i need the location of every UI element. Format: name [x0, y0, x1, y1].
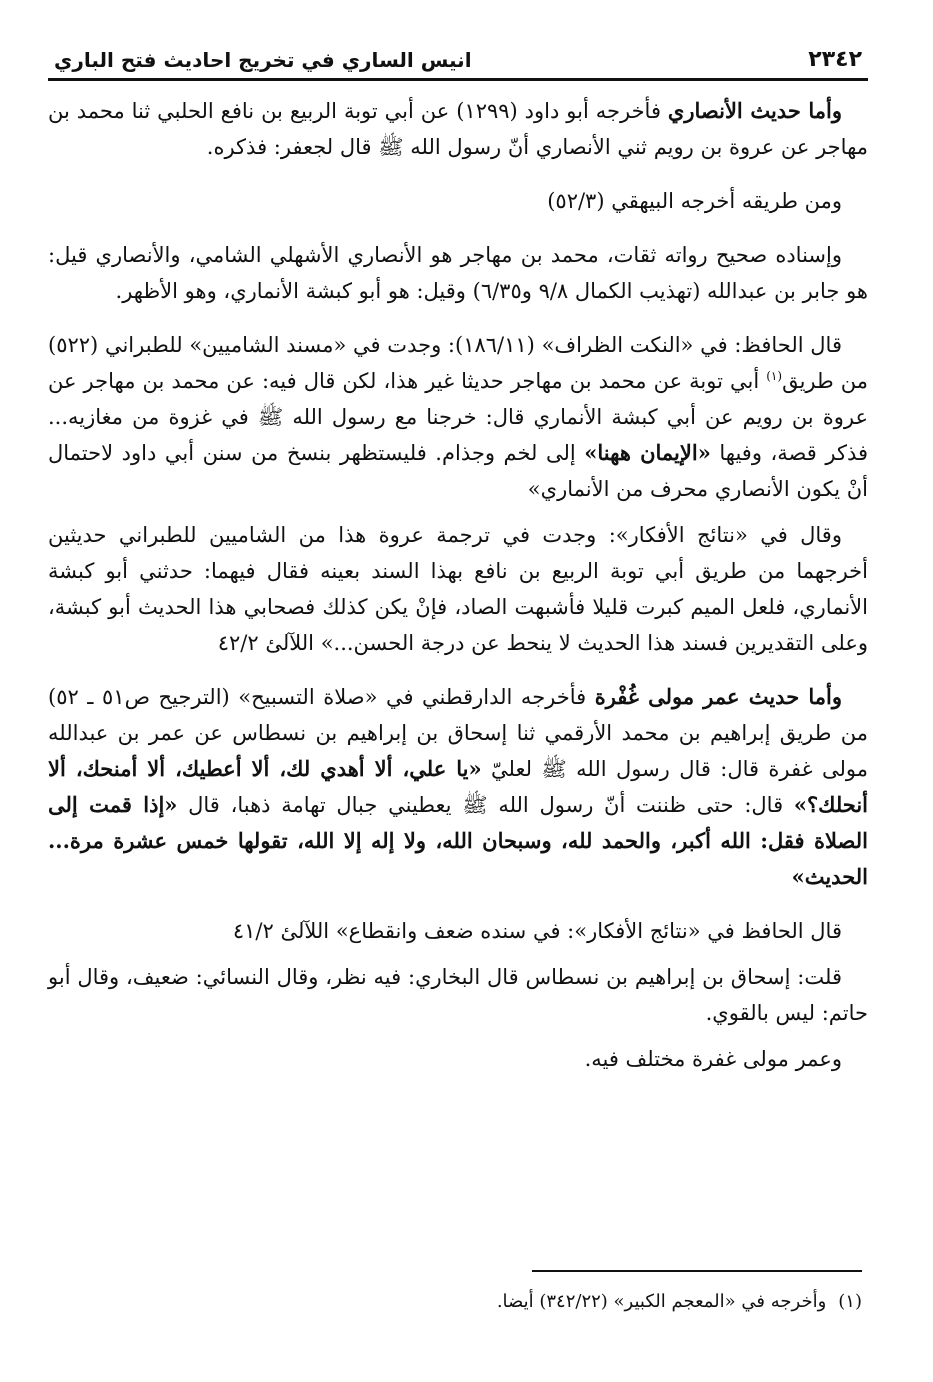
- footnote-divider: [532, 1270, 862, 1272]
- paragraph-ansari-hadith: [48, 93, 868, 165]
- running-title: انيس الساري في تخريج احاديث فتح الباري: [54, 48, 472, 72]
- paragraph-umar-mawla: وعمر مولى غفرة مختلف فيه.: [584, 1047, 842, 1071]
- bold-quote: «الإيمان ههنا»: [584, 440, 711, 465]
- section-lead-umar: وأما حديث عمر مولى غُفْرة: [594, 684, 842, 709]
- bold-quote: «يا علي، ألا أهدي لك، ألا أعطيك، ألا أمنحك، ألا أنحلك؟»: [48, 756, 868, 817]
- paragraph-text: قال: حتى ظننت أنّ رسول الله ﷺ يعطيني جبال تهامة ذهبا، قال: [177, 793, 794, 817]
- page-number: ٢٣٤٢: [808, 47, 862, 72]
- footnote-text: وأخرجه في «المعجم الكبير» (٣٤٢/٢٢) أيضا.: [496, 1291, 827, 1312]
- paragraph-nataij: وقال في «نتائج الأفكار»: وجدت في ترجمة عروة هذا من الشاميين للطبراني حديثين أخرجهما من طريق أبي توبة الربيع بن نافع بهذا السند بعينه فقال فيهما: حدثني أبو كبشة الأنماري، فلعل الميم كبرت قليلا فأشبهت الصاد، فإنْ يكن كذلك فصحابي هذا الحديث أبو كبشة، وعلى التقديرين فسند هذا الحديث لا ينحط عن درجة الحسن...» اللآلئ ٤٢/٢: [48, 523, 868, 655]
- footnote-number: (١): [838, 1291, 862, 1312]
- paragraph-text: فأخرجه الدارقطني في «صلاة التسبيح» (الترجيح ص٥١ ـ ٥٢) من طريق إبراهيم بن محمد الأرقمي ثنا إسحاق بن إبراهيم بن نسطاس عن عمر بن عبدالله مولى غفرة قال: قال رسول الله ﷺ لعليّ: [48, 685, 868, 781]
- paragraph-text: فأخرجه أبو داود (١٢٩٩) عن أبي توبة الربيع بن نافع الحلبي ثنا محمد بن مهاجر عن عروة بن رويم ثني الأنصاري أنّ رسول الله ﷺ قال لجعفر: فذكره.: [48, 99, 868, 159]
- paragraph-hafiz-nukat: [48, 327, 868, 507]
- paragraph-text: قال الحافظ: في «النكت الظراف» (١٨٦/١١): وجدت في «مسند الشاميين» للطبراني (٥٢٢) من طريق: [48, 333, 868, 393]
- footnote: [497, 1288, 862, 1316]
- paragraph-isnad: وإسناده صحيح رواته ثقات، محمد بن مهاجر هو الأنصاري الأشهلي الشامي، والأنصاري قيل: هو جابر بن عبدالله (تهذيب الكمال ٩/٨ و٦/٣٥) وقيل: هو أبو كبشة الأنماري، وهو الأظهر.: [48, 243, 868, 303]
- paragraph-hafiz-nataij: قال الحافظ في «نتائج الأفكار»: في سنده ضعف وانقطاع» اللآلئ ٤١/٢: [232, 919, 842, 943]
- paragraph-qultu: قلت: إسحاق بن إبراهيم بن نسطاس قال البخاري: فيه نظر، وقال النسائي: ضعيف، وقال أبو حاتم: ليس بالقوي.: [48, 965, 868, 1025]
- paragraph-umar-hadith: [48, 679, 868, 895]
- paragraph-text: أبي توبة عن محمد بن مهاجر حديثا غير هذا، لكن قال فيه: عن محمد بن مهاجر عن عروة بن رويم عن أبي كبشة الأنماري قال: خرجنا مع رسول الله ﷺ في غزوة من مغازيه... فذكر قصة، وفيها: [48, 369, 868, 465]
- book-page: [48, 40, 868, 1360]
- paragraph-bayhaqi: ومن طريقه أخرجه البيهقي (٥٢/٣): [547, 189, 842, 213]
- main-text: [48, 93, 868, 1077]
- footnote-marker[interactable]: (١): [766, 369, 783, 383]
- page-header: [48, 40, 868, 81]
- section-lead-ansari: وأما حديث الأنصاري: [667, 98, 842, 123]
- paragraph-text: إلى لخم وجذام. فليستظهر بنسخ من سنن أبي داود لاحتمال أنْ يكون الأنصاري محرف من الأنماري»: [48, 441, 868, 501]
- bold-quote: «إذا قمت إلى الصلاة فقل: الله أكبر، والحمد لله، وسبحان الله، ولا إله إلا الله، تقولها خمس عشرة مرة... الحديث»: [48, 792, 868, 889]
